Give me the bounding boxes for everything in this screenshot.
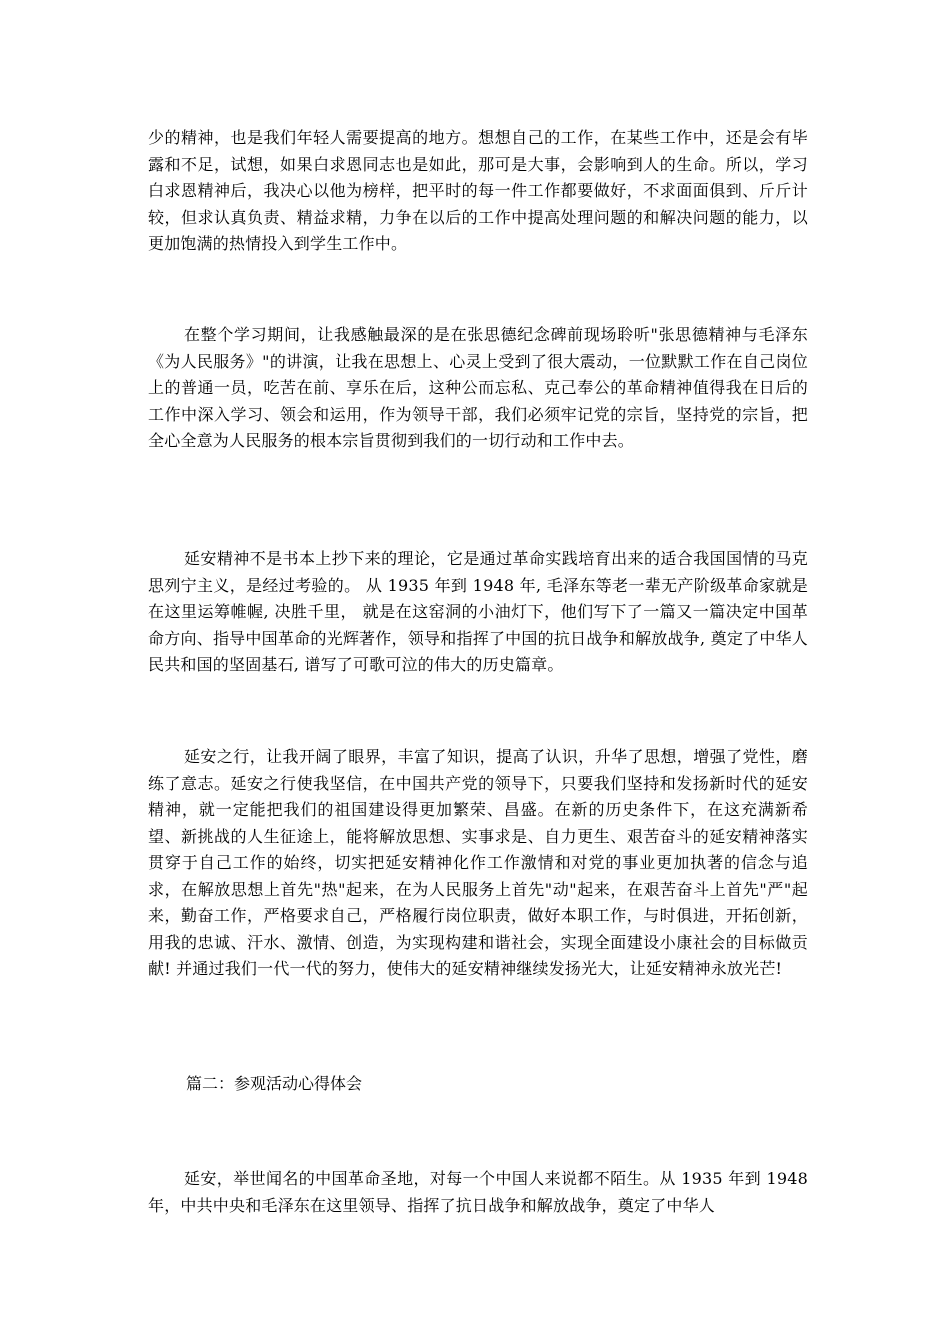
paragraph-bethune-spirit: 少的精神，也是我们年轻人需要提高的地方。想想自己的工作，在某些工作中，还是会有毕露和不足，试想，如果白求恩同志也是如此，那可是大事，会影响到人的生命。所以，学习白求恩精神后，我决心以他为榜样，把平时的每一件工作都要做好，不求面面俱到、斤斤计较，但求认真负责、精益求精，力争在以后的工作中提高处理问题的和解决问题的能力，以更加饱满的热情投入到学生工作中。 bbox=[148, 128, 808, 253]
paragraph-yanan-spirit: 延安精神不是书本上抄下来的理论，它是通过革命实践培育出来的适合我国国情的马克思列宁主义，是经过考验的。 从 1935 年到 1948 年, 毛泽东等老一辈无产阶级革命家就是在这里运筹帷幄, 决胜千里， 就是在这窑洞的小油灯下，他们写下了一篇又一篇决定中国革命方向、指导中国革命的光辉著作，领导和指挥了中国的抗日战争和解放战争, 奠定了中华人民共和国的坚固基石, 谱写了可歌可泣的伟大的历史篇章。 bbox=[148, 549, 808, 674]
paragraph-yanan-trip: 延安之行，让我开阔了眼界，丰富了知识，提高了认识，升华了思想，增强了党性，磨练了意志。延安之行使我坚信，在中国共产党的领导下，只要我们坚持和发扬新时代的延安精神，就一定能把我们的祖国建设得更加繁荣、昌盛。在新的历史条件下，在这充满新希望、新挑战的人生征途上，能将解放思想、实事求是、自力更生、艰苦奋斗的延安精神落实贯穿于自己工作的始终，切实把延安精神化作工作激情和对党的事业更加执著的信念与追求，在解放思想上首先"热"起来，在为人民服务上首先"动"起来，在艰苦奋斗上首先"严"起来，勤奋工作，严格要求自己，严格履行岗位职责，做好本职工作，与时俱进，开拓创新，用我的忠诚、汗水、激情、创造，为实现构建和谐社会，实现全面建设小康社会的目标做贡献! 并通过我们一代一代的努力，使伟大的延安精神继续发扬光大，让延安精神永放光芒! bbox=[148, 747, 808, 978]
paragraph-yanan-holy-land: 延安，举世闻名的中国革命圣地，对每一个中国人来说都不陌生。从 1935 年到 1948 年，中共中央和毛泽东在这里领导、指挥了抗日战争和解放战争，奠定了中华人 bbox=[148, 1169, 808, 1215]
paragraph-zhang-side-memorial: 在整个学习期间，让我感触最深的是在张思德纪念碑前现场聆听"张思德精神与毛泽东《为人民服务》"的讲演，让我在思想上、心灵上受到了很大震动，一位默默工作在自己岗位上的普通一员，吃苦在前、享乐在后，这种公而忘私、克己奉公的革命精神值得我在日后的工作中深入学习、领会和运用，作为领导干部，我们必须牢记党的宗旨，坚持党的宗旨，把全心全意为人民服务的根本宗旨贯彻到我们的一切行动和工作中去。 bbox=[148, 325, 808, 450]
section-heading: 篇二：参观活动心得体会 bbox=[186, 1074, 363, 1093]
